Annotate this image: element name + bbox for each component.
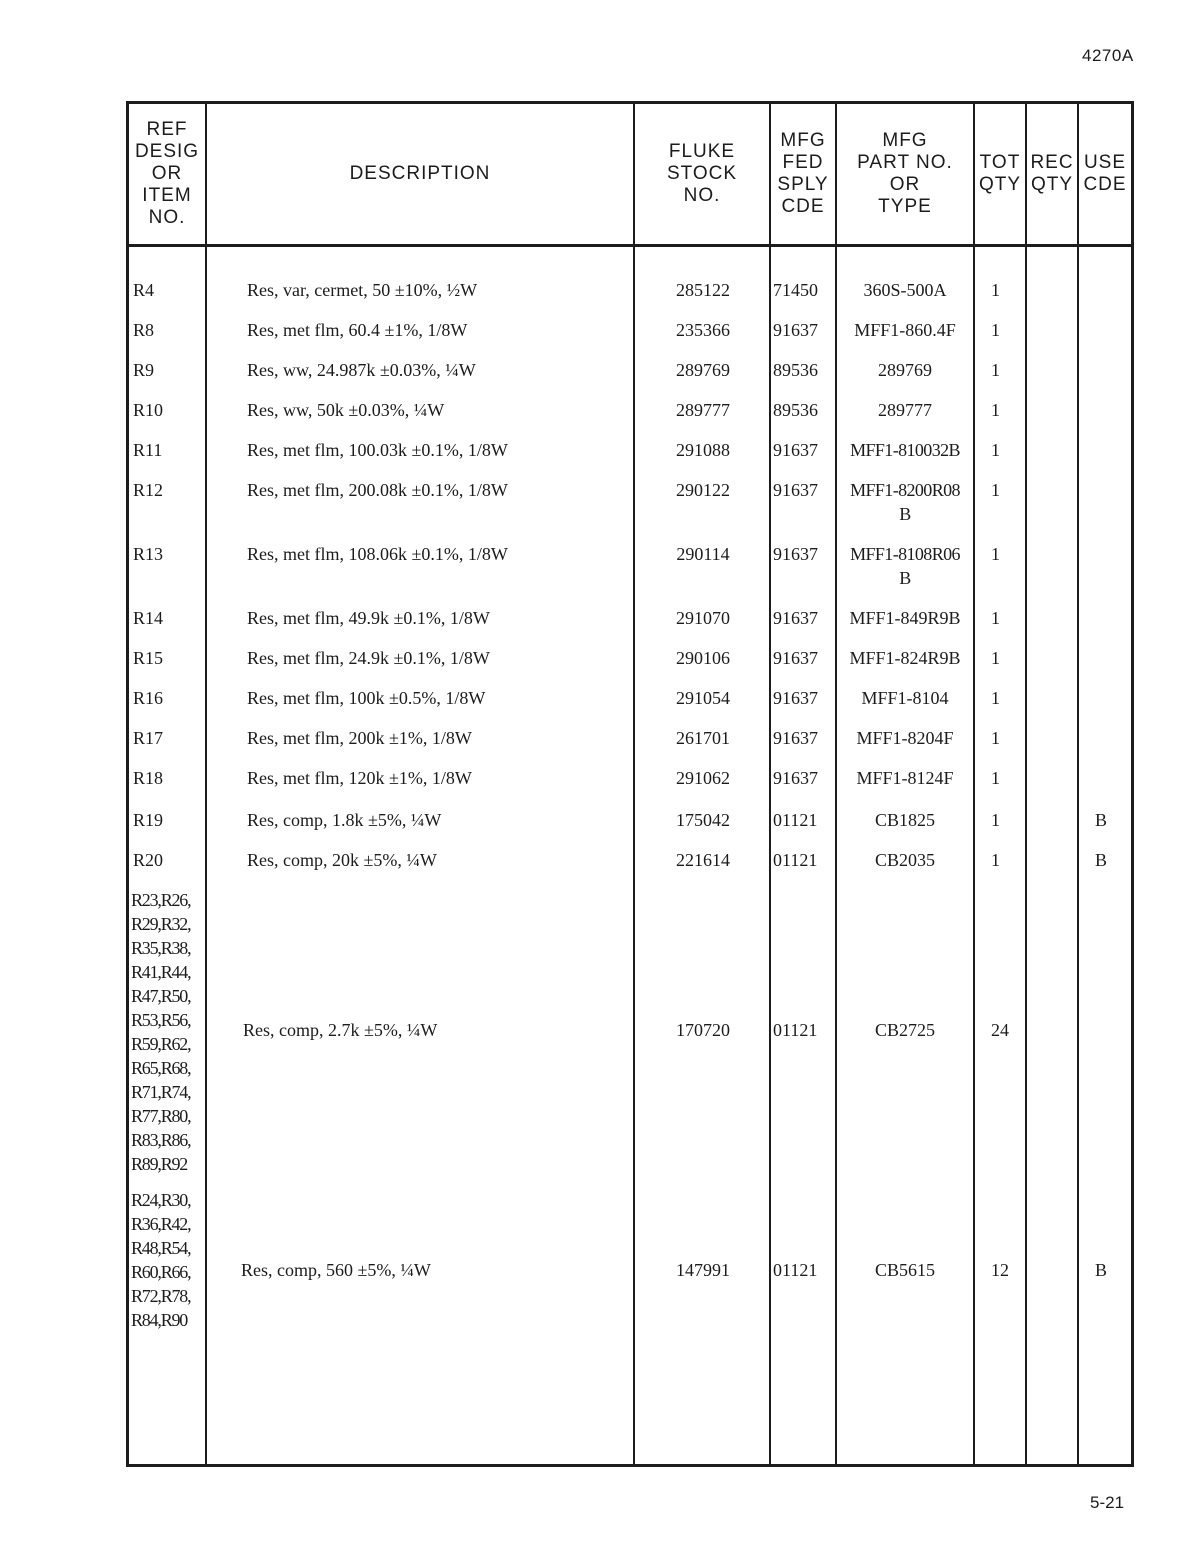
stock-cell: 291062 <box>676 768 730 788</box>
ref-cell: R12 <box>133 480 164 500</box>
total-qty-cell: 1 <box>991 728 1000 748</box>
stock-cell: 291088 <box>676 440 730 460</box>
ref-group-line: R65,R68, <box>131 1058 191 1078</box>
description-cell: Res, met flm, 49.9k ±0.1%, 1/8W <box>247 608 490 628</box>
part-number-cell: MFF1-8204F <box>856 728 954 748</box>
total-qty-cell: 1 <box>991 544 1000 564</box>
table-row <box>129 606 1137 646</box>
table-row <box>129 766 1137 806</box>
total-qty-cell: 1 <box>991 280 1000 300</box>
table-row <box>129 848 1137 888</box>
fed-code-cell: 91637 <box>773 768 818 788</box>
fed-code-cell: 91637 <box>773 440 818 460</box>
fed-code-cell: 91637 <box>773 688 818 708</box>
ref-group-line: R59,R62, <box>131 1034 191 1054</box>
stock-cell: 285122 <box>676 280 730 300</box>
header-ref: REF DESIG OR ITEM NO. <box>134 119 200 228</box>
use-code-cell: B <box>1095 1260 1108 1280</box>
description-cell: Res, comp, 1.8k ±5%, ¼W <box>247 810 442 830</box>
stock-cell: 289777 <box>676 400 730 420</box>
table-row <box>129 808 1137 848</box>
description-cell: Res, ww, 24.987k ±0.03%, ¼W <box>247 360 476 380</box>
part-number-cell: MFF1-8104 <box>861 688 949 708</box>
part-number-cell: MFF1-860.4F <box>854 320 956 340</box>
total-qty-cell: 24 <box>991 1020 1009 1040</box>
part-number-cell: MFF1-8108R06 B <box>850 544 960 588</box>
ref-group-line: R35,R38, <box>131 938 191 958</box>
fed-code-cell: 91637 <box>773 480 818 500</box>
total-qty-cell: 1 <box>991 480 1000 500</box>
header-tot: TOT QTY <box>978 152 1022 195</box>
description-cell: Res, met flm, 200k ±1%, 1/8W <box>247 728 472 748</box>
table-row <box>129 358 1137 398</box>
header-rec: REC QTY <box>1030 152 1074 195</box>
description-cell: Res, met flm, 120k ±1%, 1/8W <box>247 768 472 788</box>
description-cell: Res, comp, 560 ±5%, ¼W <box>241 1260 431 1280</box>
table-row <box>129 726 1137 766</box>
table-row <box>129 686 1137 726</box>
ref-group-line: R24,R30, <box>131 1190 191 1210</box>
ref-cell: R16 <box>133 688 164 708</box>
description-cell: Res, met flm, 100k ±0.5%, 1/8W <box>247 688 486 708</box>
part-number-cell: CB5615 <box>874 1260 935 1280</box>
fed-code-cell: 91637 <box>773 728 818 748</box>
header-fed: MFG FED SPLY CDE <box>777 130 829 217</box>
description-cell: Res, comp, 2.7k ±5%, ¼W <box>243 1020 438 1040</box>
stock-cell: 261701 <box>676 728 730 748</box>
part-number-cell: 289769 <box>878 360 932 380</box>
fed-code-cell: 01121 <box>773 1260 818 1280</box>
stock-cell: 290106 <box>676 648 730 668</box>
ref-cell: R14 <box>133 608 164 628</box>
table-row <box>129 646 1137 686</box>
table-row <box>129 542 1137 588</box>
table-row <box>129 438 1137 478</box>
table-row <box>129 1258 1137 1298</box>
ref-group-line: R60,R66, <box>131 1262 191 1282</box>
total-qty-cell: 1 <box>991 768 1000 788</box>
ref-group-line: R89,R92 <box>131 1154 188 1174</box>
page-number: 5-21 <box>1090 1493 1125 1512</box>
ref-group-line: R29,R32, <box>131 914 191 934</box>
fed-code-cell: 89536 <box>773 360 818 380</box>
ref-group-line: R71,R74, <box>131 1082 191 1102</box>
use-code-cell: B <box>1095 810 1108 830</box>
stock-cell: 289769 <box>676 360 730 380</box>
total-qty-cell: 1 <box>991 440 1000 460</box>
part-number-cell: MFF1-8124F <box>856 768 954 788</box>
total-qty-cell: 1 <box>991 810 1000 830</box>
fed-code-cell: 91637 <box>773 544 818 564</box>
stock-cell: 290122 <box>676 480 730 500</box>
header-stock: FLUKE STOCK NO. <box>666 141 738 206</box>
total-qty-cell: 1 <box>991 608 1000 628</box>
table-row <box>129 278 1137 318</box>
description-cell: Res, met flm, 108.06k ±0.1%, 1/8W <box>247 544 508 564</box>
description-cell: Res, met flm, 200.08k ±0.1%, 1/8W <box>247 480 508 500</box>
fed-code-cell: 01121 <box>773 810 818 830</box>
ref-group-line: R84,R90 <box>131 1310 188 1330</box>
ref-cell: R20 <box>133 850 164 870</box>
use-code-cell: B <box>1095 850 1108 870</box>
fed-code-cell: 01121 <box>773 850 818 870</box>
ref-cell: R19 <box>133 810 164 830</box>
description-cell: Res, met flm, 24.9k ±0.1%, 1/8W <box>247 648 490 668</box>
stock-cell: 221614 <box>676 850 730 870</box>
ref-group-line: R48,R54, <box>131 1238 191 1258</box>
header-description: DESCRIPTION <box>349 163 491 184</box>
part-number-cell: CB1825 <box>874 810 935 830</box>
stock-cell: 170720 <box>676 1020 730 1040</box>
part-number-cell: 360S-500A <box>863 280 947 300</box>
description-cell: Res, var, cermet, 50 ±10%, ½W <box>247 280 478 300</box>
total-qty-cell: 1 <box>991 360 1000 380</box>
ref-cell: R4 <box>133 280 155 300</box>
total-qty-cell: 1 <box>991 400 1000 420</box>
ref-group-line: R77,R80, <box>131 1106 191 1126</box>
ref-group-line: R23,R26, <box>131 890 191 910</box>
fed-code-cell: 71450 <box>773 280 818 300</box>
total-qty-cell: 1 <box>991 850 1000 870</box>
part-number-cell: MFF1-849R9B <box>849 608 961 628</box>
header-divider <box>129 244 1131 247</box>
ref-cell: R15 <box>133 648 164 668</box>
ref-cell: R18 <box>133 768 164 788</box>
stock-cell: 175042 <box>676 810 730 830</box>
ref-group-line: R41,R44, <box>131 962 191 982</box>
description-cell: Res, ww, 50k ±0.03%, ¼W <box>247 400 445 420</box>
part-number-cell: MFF1-8200R08 B <box>850 480 960 524</box>
table-row <box>129 478 1137 524</box>
ref-cell: R11 <box>133 440 163 460</box>
total-qty-cell: 1 <box>991 648 1000 668</box>
parts-list-table <box>126 101 1134 1467</box>
header-use: USE CDE <box>1083 152 1127 195</box>
ref-group-line: R53,R56, <box>131 1010 191 1030</box>
description-cell: Res, comp, 20k ±5%, ¼W <box>247 850 437 870</box>
fed-code-cell: 91637 <box>773 648 818 668</box>
description-cell: Res, met flm, 100.03k ±0.1%, 1/8W <box>247 440 508 460</box>
stock-cell: 290114 <box>676 544 730 564</box>
ref-group-line: R47,R50, <box>131 986 191 1006</box>
stock-cell: 291054 <box>676 688 730 708</box>
ref-group-line: R83,R86, <box>131 1130 191 1150</box>
part-number-cell: CB2035 <box>874 850 935 870</box>
description-cell: Res, met flm, 60.4 ±1%, 1/8W <box>247 320 468 340</box>
stock-cell: 291070 <box>676 608 730 628</box>
table-row <box>129 318 1137 358</box>
ref-cell: R13 <box>133 544 164 564</box>
fed-code-cell: 91637 <box>773 320 818 340</box>
stock-cell: 235366 <box>676 320 730 340</box>
ref-group-line: R36,R42, <box>131 1214 191 1234</box>
fed-code-cell: 91637 <box>773 608 818 628</box>
table-row <box>129 398 1137 438</box>
ref-cell: R17 <box>133 728 164 748</box>
fed-code-cell: 01121 <box>773 1020 818 1040</box>
document-id: 4270A <box>1082 46 1134 65</box>
part-number-cell: MFF1-824R9B <box>849 648 961 668</box>
ref-cell: R9 <box>133 360 155 380</box>
total-qty-cell: 12 <box>991 1260 1009 1280</box>
header-part: MFG PART NO. OR TYPE <box>857 130 953 217</box>
part-number-cell: 289777 <box>878 400 932 420</box>
part-number-cell: MFF1-810032B <box>850 440 960 460</box>
total-qty-cell: 1 <box>991 320 1000 340</box>
fed-code-cell: 89536 <box>773 400 818 420</box>
part-number-cell: CB2725 <box>874 1020 935 1040</box>
total-qty-cell: 1 <box>991 688 1000 708</box>
ref-cell: R10 <box>133 400 164 420</box>
stock-cell: 147991 <box>676 1260 730 1280</box>
ref-cell: R8 <box>133 320 155 340</box>
table-row <box>129 1018 1137 1058</box>
ref-group-line: R72,R78, <box>131 1286 191 1306</box>
